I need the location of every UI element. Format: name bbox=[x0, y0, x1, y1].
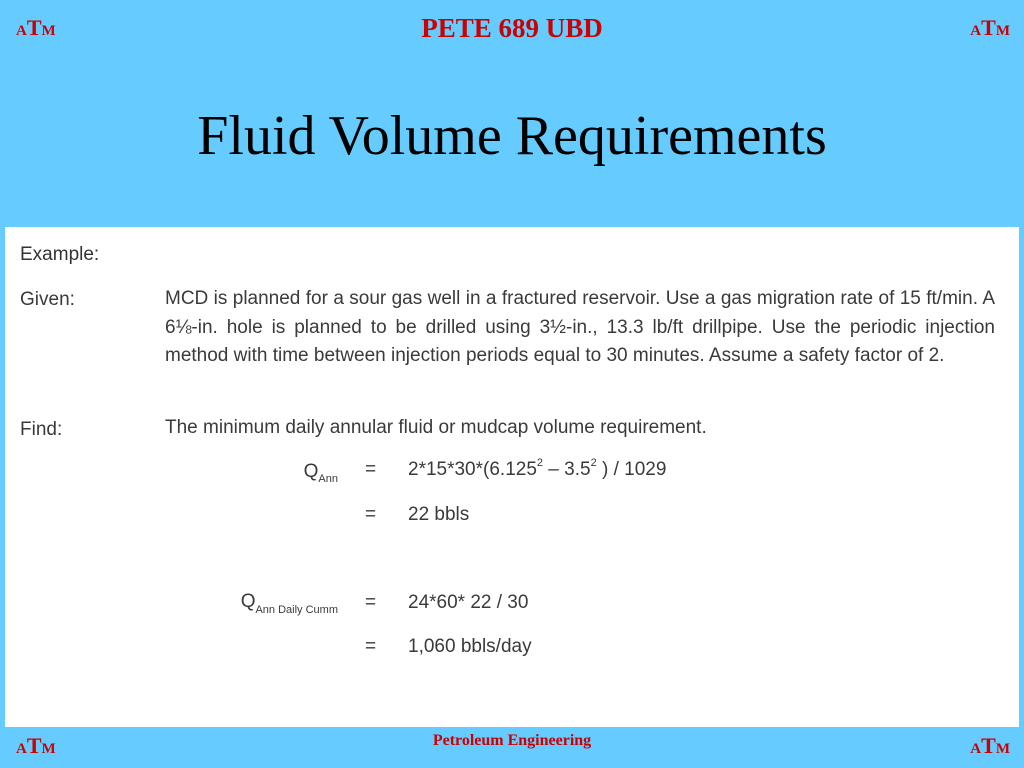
logo-letter-t: T bbox=[981, 733, 996, 758]
q-ann-daily-result: 1,060 bbls/day bbox=[408, 636, 532, 657]
q-ann-daily-expression: 24*60* 22 / 30 bbox=[408, 592, 529, 613]
eq1-exponent-1: 2 bbox=[536, 457, 544, 469]
logo-letter-a: A bbox=[16, 741, 27, 757]
q-symbol: Q bbox=[303, 461, 319, 482]
logo-letter-m: M bbox=[995, 23, 1010, 39]
course-title: PETE 689 UBD bbox=[421, 13, 603, 43]
logo-letter-a: A bbox=[970, 741, 982, 757]
example-label: Example: bbox=[20, 244, 100, 265]
given-text: MCD is planned for a sour gas well in a fractured reservoir. Use a gas migration rate of 15 ft/min. A 6⅛-in. hole is planned to be drilled using 3½-in., 13.3 lb/ft drillpipe. Use the periodic injection method with time between injection periods equal to 30 minutes. Assume a safety factor of 2. bbox=[165, 288, 995, 366]
eq1-part1: 2*15*30*(6.125 bbox=[408, 459, 537, 480]
equals-sign: = bbox=[365, 592, 377, 613]
q-ann-expression bbox=[408, 459, 666, 481]
ann-daily-subscript: Ann Daily Cumm bbox=[255, 604, 338, 616]
q-ann-daily-label bbox=[138, 591, 338, 616]
logo-letter-a: A bbox=[970, 23, 982, 39]
q-ann-label bbox=[138, 461, 338, 483]
eq1-exponent-2: 2 bbox=[590, 457, 597, 469]
eq1-part3: ) / 1029 bbox=[596, 459, 667, 480]
footer-department: Petroleum Engineering bbox=[432, 732, 592, 749]
logo-letter-m: M bbox=[41, 23, 56, 39]
logo-letter-m: M bbox=[41, 741, 56, 757]
logo-letter-t: T bbox=[26, 15, 42, 40]
logo-letter-t: T bbox=[981, 15, 996, 40]
example-panel bbox=[5, 227, 1019, 727]
atm-logo-bottom-left bbox=[16, 735, 56, 757]
find-label: Find: bbox=[20, 419, 63, 440]
logo-letter-a: A bbox=[16, 23, 27, 39]
logo-letter-t: T bbox=[26, 733, 42, 758]
logo-letter-m: M bbox=[995, 741, 1010, 757]
equals-sign: = bbox=[365, 459, 377, 480]
q-symbol: Q bbox=[240, 591, 256, 612]
atm-logo-bottom-right bbox=[970, 735, 1010, 757]
slide-title: Fluid Volume Requirements bbox=[197, 105, 827, 167]
equals-sign: = bbox=[365, 504, 377, 525]
equals-sign: = bbox=[365, 636, 377, 657]
given-label: Given: bbox=[20, 289, 75, 310]
eq1-part2: – 3.5 bbox=[543, 459, 591, 480]
q-ann-result: 22 bbls bbox=[408, 504, 470, 525]
find-text: The minimum daily annular fluid or mudcap volume requirement. bbox=[165, 417, 707, 438]
ann-subscript: Ann bbox=[318, 473, 338, 485]
